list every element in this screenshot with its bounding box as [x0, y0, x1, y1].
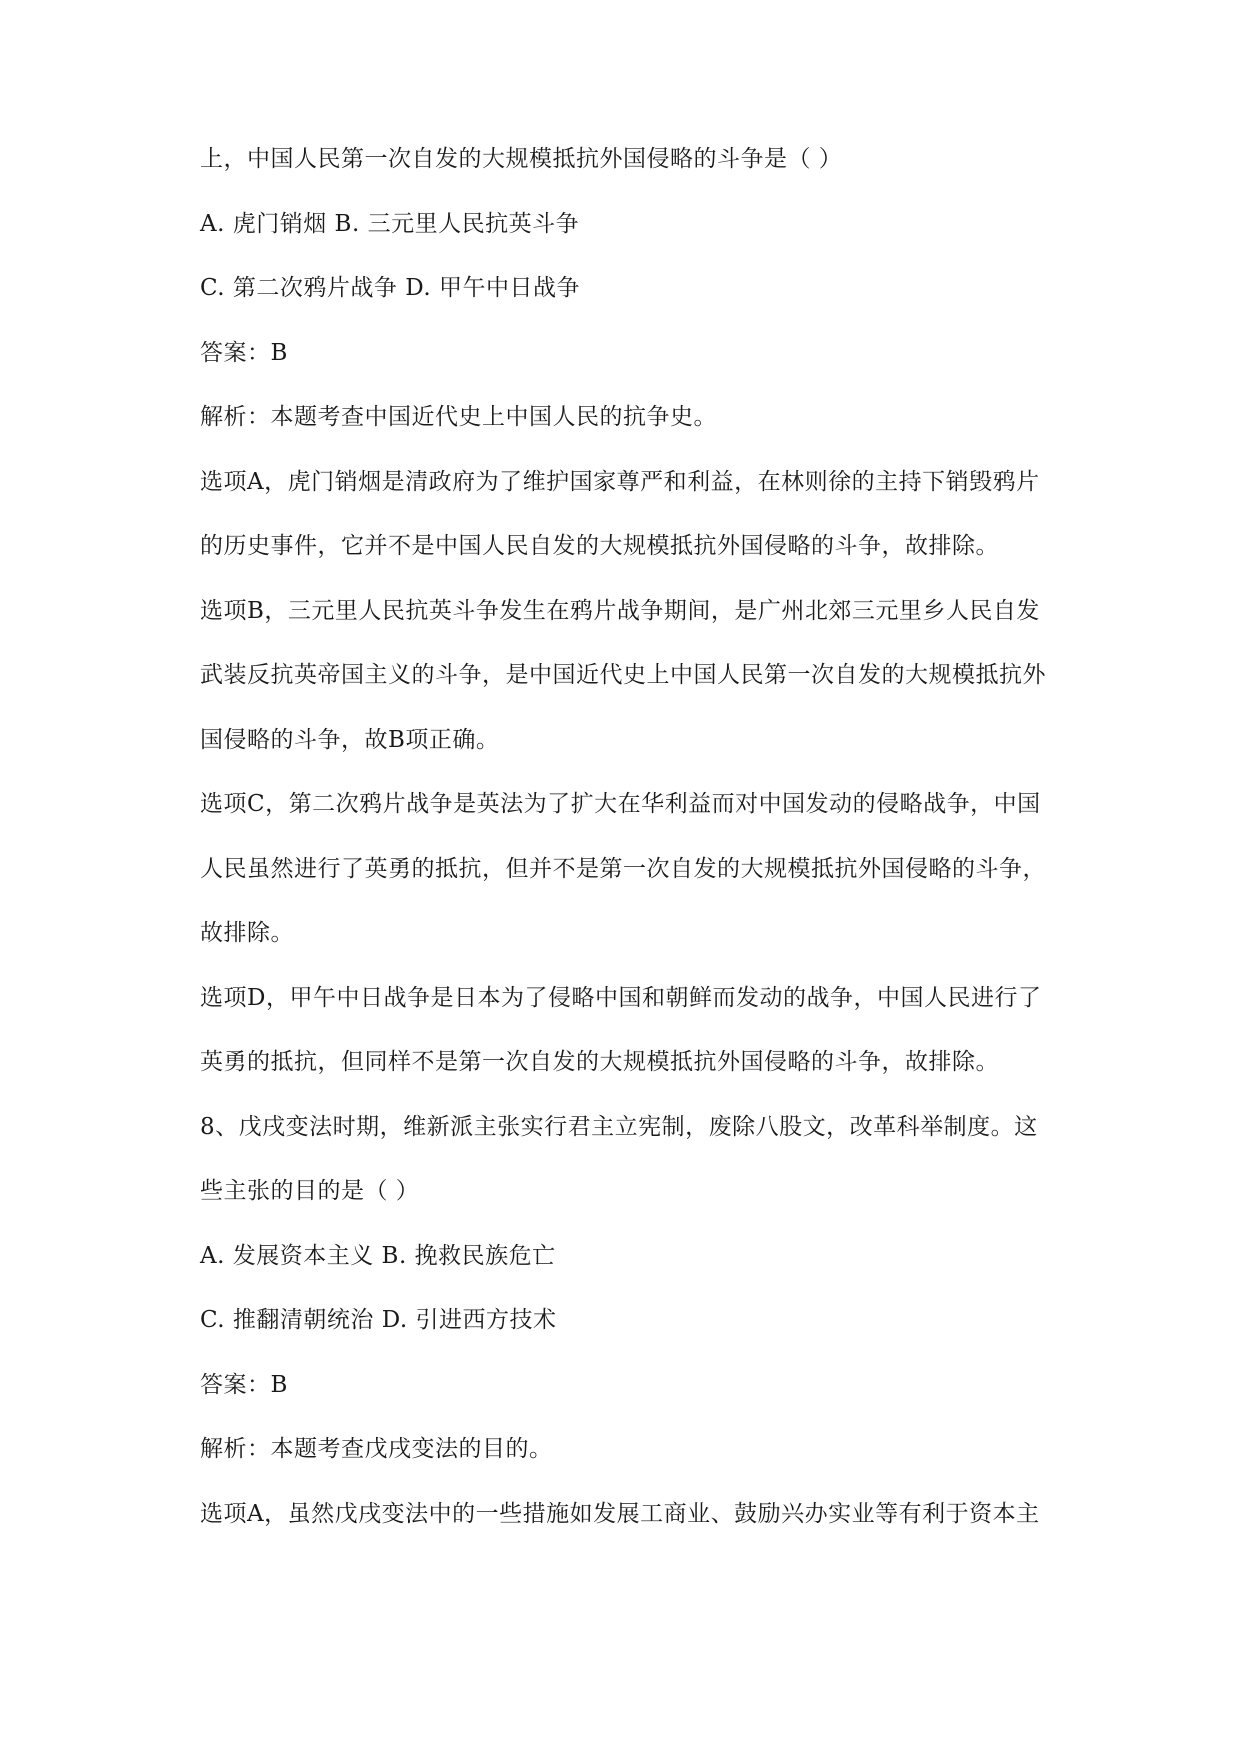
question-7-answer: 答案：B [200, 339, 288, 366]
question-7-option-d-explanation-cont: 英勇的抵抗，但同样不是第一次自发的大规模抵抗外国侵略的斗争，故排除。 [200, 1049, 999, 1075]
question-7-option-b-explanation-cont: 武装反抗英帝国主义的斗争，是中国近代史上中国人民第一次自发的大规模抵抗外 [200, 662, 1046, 688]
question-7-stem-tail: 上，中国人民第一次自发的大规模抵抗外国侵略的斗争是（ ） [200, 146, 843, 172]
question-8-analysis: 解析：本题考查戊戌变法的目的。 [200, 1436, 553, 1462]
question-7-option-a-explanation: 选项A，虎门销烟是清政府为了维护国家尊严和利益，在林则徐的主持下销毁鸦片 [200, 468, 1040, 495]
question-7-options-ab: A. 虎门销烟 B. 三元里人民抗英斗争 [200, 210, 580, 237]
question-7-option-c-explanation: 选项C，第二次鸦片战争是英法为了扩大在华利益而对中国发动的侵略战争，中国 [200, 791, 1041, 817]
question-8-option-a-explanation: 选项A，虽然戊戌变法中的一些措施如发展工商业、鼓励兴办实业等有利于资本主 [200, 1500, 1040, 1527]
document-body [200, 144, 1100, 1563]
question-8-answer: 答案：B [200, 1371, 288, 1398]
question-7-option-b-explanation-end: 国侵略的斗争，故B项正确。 [200, 726, 500, 753]
question-7-option-c-explanation-end: 故排除。 [200, 920, 294, 946]
question-8-options-ab: A. 发展资本主义 B. 挽救民族危亡 [200, 1242, 556, 1269]
question-8-stem: 8、戊戌变法时期，维新派主张实行君主立宪制，废除八股文，改革科举制度。这 [200, 1113, 1038, 1140]
question-7-analysis: 解析：本题考查中国近代史上中国人民的抗争史。 [200, 404, 717, 430]
question-8-stem-cont: 些主张的目的是（ ） [200, 1178, 420, 1204]
question-7-option-c-explanation-cont: 人民虽然进行了英勇的抵抗，但并不是第一次自发的大规模抵抗外国侵略的斗争， [200, 855, 1046, 882]
question-8-options-cd: C. 推翻清朝统治 D. 引进西方技术 [200, 1307, 557, 1333]
question-7-options-cd: C. 第二次鸦片战争 D. 甲午中日战争 [200, 275, 580, 301]
question-7-option-b-explanation: 选项B，三元里人民抗英斗争发生在鸦片战争期间，是广州北郊三元里乡人民自发 [200, 597, 1040, 624]
question-7-option-a-explanation-cont: 的历史事件，它并不是中国人民自发的大规模抵抗外国侵略的斗争，故排除。 [200, 533, 999, 559]
question-7-option-d-explanation: 选项D，甲午中日战争是日本为了侵略中国和朝鲜而发动的战争，中国人民进行了 [200, 984, 1042, 1011]
